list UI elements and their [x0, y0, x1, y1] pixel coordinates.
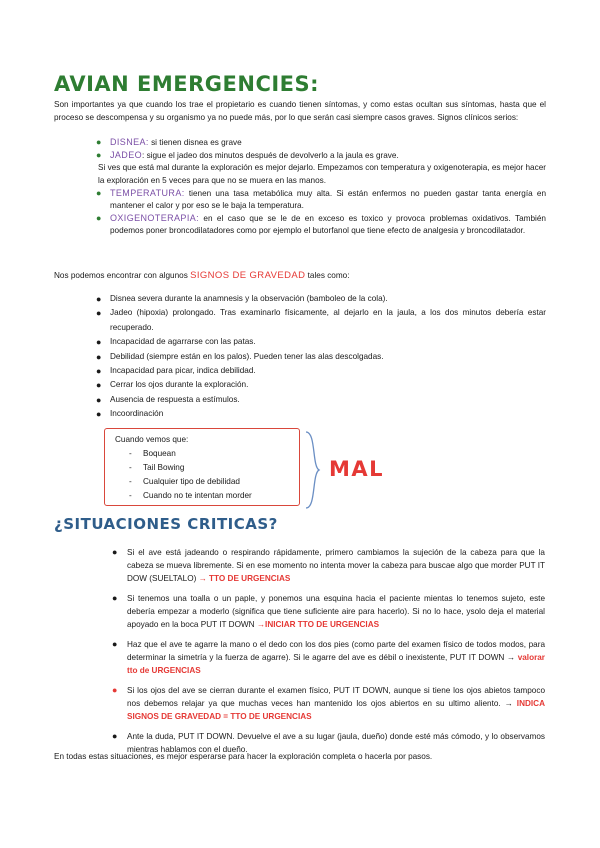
clinical-sign-term: DISNEA:: [110, 137, 149, 147]
warning-box-item-text: Cualquier tipo de debilidad: [143, 477, 240, 486]
mal-label: MAL: [329, 457, 385, 481]
warning-box: [104, 428, 300, 506]
critical-situation-item: [112, 638, 545, 677]
clinical-sign-detail: Si ves que está mal durante la exploración es mejor dejarlo. Empezamos con temperatura y oxigenoterapia, es mejor hacer la exploración en 5 veces para que no se muera en las manos.: [98, 163, 546, 185]
clinical-sign-item: [96, 212, 546, 237]
brace-icon: [304, 430, 322, 510]
bullet-icon: ●: [96, 150, 102, 161]
gravity-sign-item: [96, 407, 546, 421]
warning-box-heading: Cuando vemos que:: [115, 435, 189, 444]
urgency-highlight: valorar tto de URGENCIAS: [127, 653, 545, 676]
gravity-sign-item: [96, 393, 546, 407]
gravity-sign-item: [96, 292, 546, 306]
gravity-intro-tail: tales como:: [305, 271, 350, 280]
bullet-icon: ●: [96, 187, 102, 198]
dash-icon: -: [129, 449, 132, 458]
clinical-sign-text: : sigue el jadeo dos minutos después de devolverlo a la jaula es grave.: [142, 151, 399, 161]
warning-box-item: [115, 475, 299, 489]
gravity-sign-item: [96, 350, 546, 364]
dash-icon: -: [129, 463, 132, 472]
clinical-sign-item: [96, 149, 546, 187]
page-title: AVIAN EMERGENCIES:: [54, 72, 320, 96]
clinical-sign-item: [96, 136, 546, 149]
bullet-icon: ●: [112, 547, 118, 557]
bullet-icon: ●: [96, 366, 102, 377]
gravity-sign-text: Incapacidad de agarrarse con las patas.: [110, 337, 256, 347]
critical-situation-item: [112, 684, 545, 723]
warning-box-item: [115, 489, 299, 503]
gravity-highlight: SIGNOS DE GRAVEDAD: [190, 270, 306, 281]
gravity-sign-text: Incoordinación: [110, 409, 164, 419]
critical-situations-list: [112, 546, 545, 763]
critical-situation-item: [112, 592, 545, 631]
clinical-sign-text: en el caso que se le de en exceso es toxico y provoca problemas oxidativos. También podemos poner broncodilatadores como por ejemplo el butorfanol que tiene efecto de analgesia y broncodilatador.: [110, 214, 546, 236]
clinical-sign-term: OXIGENOTERAPIA:: [110, 213, 200, 224]
gravity-intro: [54, 270, 349, 281]
gravity-sign-text: Jadeo (hipoxia) prolongado. Tras examinarlo físicamente, al dejarlo en la jaula, a los dos minutos debería estar recuperado.: [110, 308, 546, 332]
critical-situation-text: Ante la duda, PUT IT DOWN. Devuelve el ave a su lugar (jaula, dueño) donde esté más cómodo, y lo observamos mientras hablamos con el dueño.: [127, 732, 545, 755]
warning-box-item: [115, 461, 299, 475]
gravity-sign-item: [96, 306, 546, 335]
clinical-sign-term: JADEO: [110, 150, 143, 161]
warning-box-list: [115, 447, 299, 503]
critical-situation-text: Si el ave está jadeando o respirando rápidamente, primero cambiamos la sujeción de la cabeza para que la cabeza se mueva libremente. Si en ese momento no intenta mover la cabeza para buscae algo que morder PUT IT DOW (SUELTALO): [127, 548, 545, 584]
bullet-icon: ●: [96, 294, 102, 304]
bullet-icon: ●: [96, 351, 102, 362]
gravity-signs-list: [96, 292, 546, 422]
bullet-icon: ●: [96, 394, 102, 405]
clinical-sign-text: si tienen disnea es grave: [148, 138, 242, 147]
critical-situation-text: Si tenemos una toalla o un paple, y ponemos una esquina hacia el paciente mientas lo tenemos sujeto, este debería empezar a moderlo (significa que tiene suficiente aire para hacerlo). Si no lo hace, ysolo deja el material apoyado en la boca PUT IT DOWN: [127, 594, 545, 630]
critical-situation-item: [112, 546, 545, 585]
critical-situation-text: Si los ojos del ave se cierran durante el examen físico, PUT IT DOWN, aunque si tiene los ojos abietos tampoco nos debemos relajar ya que muchas veces han mantenido los ojos abiertos en su ultimo aliento. →: [127, 686, 545, 709]
bullet-icon: ●: [112, 731, 118, 742]
gravity-intro-text: Nos podemos encontrar con algunos: [54, 271, 191, 280]
critical-situation-text: Haz que el ave te agarre la mano o el dedo con los dos pies (como parte del examen físico de todos modos, para determinar la simetría y la fuerza de agarre). Si le agarre del ave es débil o inexistente, PUT IT DOWN →: [127, 640, 545, 663]
bullet-icon: ●: [96, 308, 102, 319]
clinical-sign-term: TEMPERATURA:: [110, 187, 185, 198]
bullet-icon: ●: [96, 137, 102, 147]
dash-icon: -: [129, 477, 132, 486]
bullet-icon: ●: [112, 639, 118, 650]
warning-box-item: [115, 447, 299, 461]
bullet-icon: ●: [96, 380, 102, 391]
gravity-sign-text: Incapacidad para picar, indica debilidad.: [110, 366, 256, 376]
gravity-sign-item: [96, 378, 546, 392]
bullet-icon: ●: [96, 213, 102, 224]
gravity-sign-item: [96, 364, 546, 378]
bullet-icon: ●: [112, 685, 118, 696]
clinical-sign-text: tienen una tasa metabólica muy alta. Si están enfermos no pueden gastar tanta energía en mantener el calor y por eso se le baja la temperatura.: [110, 188, 546, 211]
gravity-sign-text: Cerrar los ojos durante la exploración.: [110, 380, 249, 390]
dash-icon: -: [129, 491, 132, 500]
bullet-icon: ●: [96, 337, 102, 348]
gravity-sign-text: Debilidad (siempre están en los palos). Pueden tener las alas descolgadas.: [110, 351, 384, 361]
urgency-highlight: →INICIAR TTO DE URGENCIAS: [256, 620, 380, 630]
critical-situations-title: ¿SITUACIONES CRITICAS?: [54, 515, 278, 533]
clinical-signs-list: [96, 136, 546, 238]
warning-box-item-text: Boquean: [143, 449, 176, 458]
urgency-highlight: → TTO DE URGENCIAS: [198, 574, 291, 584]
gravity-sign-text: Disnea severa durante la anamnesis y la observación (bamboleo de la cola).: [110, 294, 388, 303]
urgency-highlight: INDICA SIGNOS DE GRAVEDAD = TTO DE URGENCIAS: [127, 699, 545, 722]
bullet-icon: ●: [112, 593, 118, 604]
intro-paragraph: Son importantes ya que cuando los trae el propietario es cuando tienen síntomas, y como estas ocultan sus síntomas, hasta que el proceso se descompensa y su organismo ya no puede más, por lo que serán casi siempre casos graves. Signos clínicos serios:: [54, 100, 546, 122]
clinical-sign-item: [96, 187, 546, 212]
warning-box-item-text: Tail Bowing: [143, 463, 185, 472]
closing-paragraph: En todas estas situaciones, es mejor esperarse para hacer la exploración completa o hacerla por pasos.: [54, 752, 433, 761]
gravity-sign-item: [96, 335, 546, 349]
gravity-sign-text: Ausencia de respuesta a estímulos.: [110, 394, 240, 404]
warning-box-item-text: Cuando no te intentan morder: [143, 491, 252, 500]
bullet-icon: ●: [96, 409, 102, 420]
